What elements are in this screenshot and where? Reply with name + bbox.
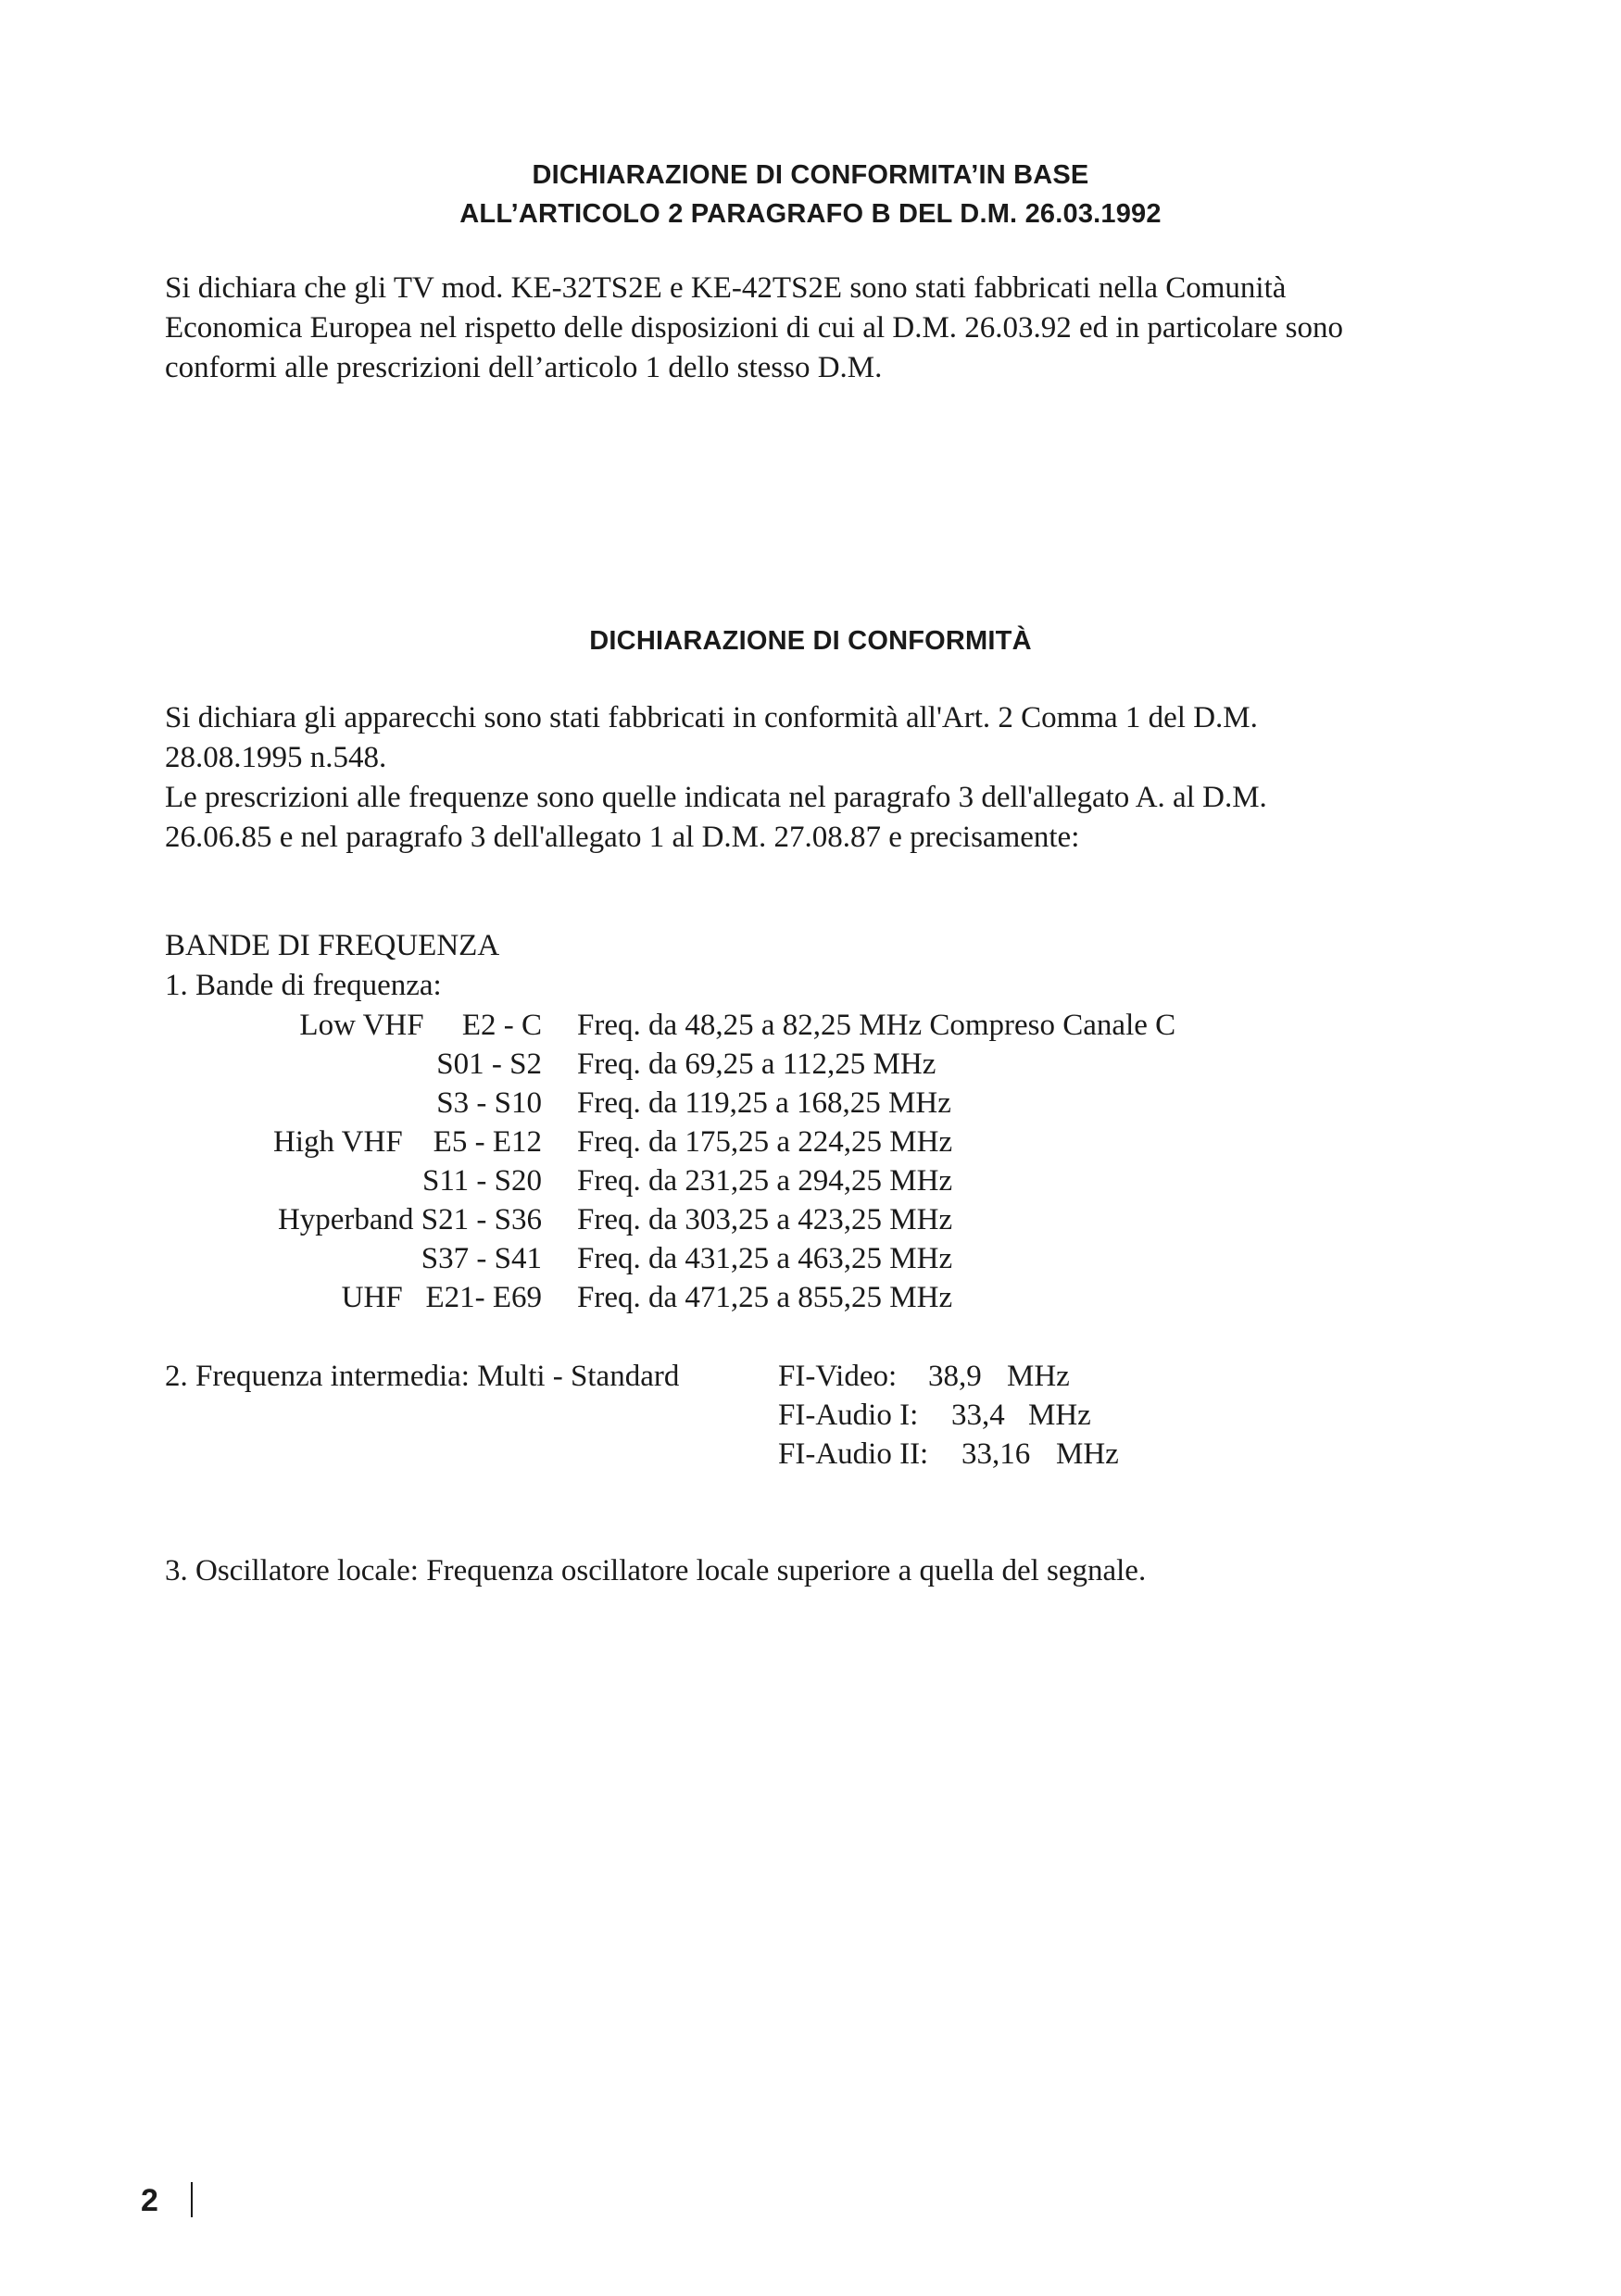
band-row <box>0 1161 1621 1200</box>
band-range: Freq. da 471,25 a 855,25 MHz <box>577 1281 953 1314</box>
band-row <box>0 1200 1621 1239</box>
fi-name: FI-Video: <box>778 1360 898 1393</box>
band-row <box>0 1239 1621 1278</box>
section2-body-line-3: Le prescrizioni alle frequenze sono quelle indicata nel paragrafo 3 dell'allegato A. al D.M. <box>165 781 1267 814</box>
section2-body <box>165 698 1462 858</box>
band-range: Freq. da 48,25 a 82,25 MHz Compreso Canale C <box>577 1009 1176 1042</box>
fi-name: FI-Audio I: <box>778 1399 919 1432</box>
fi-value: 33,16 <box>961 1437 1031 1471</box>
bands-subtitle: 1. Bande di frequenza: <box>165 969 442 1002</box>
band-range: Freq. da 69,25 a 112,25 MHz <box>577 1048 936 1081</box>
fi-unit: MHz <box>1028 1399 1091 1432</box>
band-label: Low VHF E2 - C <box>299 1009 542 1042</box>
section2-body-line-2: 28.08.1995 n.548. <box>165 741 387 774</box>
band-label: S01 - S2 <box>436 1048 542 1081</box>
band-label: S3 - S10 <box>436 1086 542 1120</box>
section1-title <box>0 156 1621 233</box>
section1-body-line-3: conformi alle prescrizioni dell’articolo 1 dello stesso D.M. <box>165 351 883 384</box>
section1-body-line-1: Si dichiara che gli TV mod. KE-32TS2E e KE-42TS2E sono stati fabbricati nella Comunità <box>165 271 1287 305</box>
section2-title-text: DICHIARAZIONE DI CONFORMITÀ <box>589 626 1032 656</box>
band-label: Hyperband S21 - S36 <box>277 1203 542 1236</box>
fi-name: FI-Audio II: <box>778 1437 929 1471</box>
fi-unit: MHz <box>1056 1437 1119 1471</box>
band-row <box>0 1278 1621 1317</box>
band-row <box>0 1084 1621 1123</box>
band-row <box>0 1045 1621 1084</box>
band-label: High VHF E5 - E12 <box>273 1125 542 1159</box>
band-range: Freq. da 119,25 a 168,25 MHz <box>577 1086 951 1120</box>
fi-unit: MHz <box>1007 1360 1070 1393</box>
page-number: 2 <box>141 2183 158 2218</box>
intermediate-label: 2. Frequenza intermedia: Multi - Standard <box>165 1360 680 1393</box>
section1-title-line-1: DICHIARAZIONE DI CONFORMITA’IN BASE <box>532 160 1089 190</box>
fi-value: 33,4 <box>951 1399 1005 1432</box>
band-range: Freq. da 231,25 a 294,25 MHz <box>577 1164 953 1198</box>
band-label: S11 - S20 <box>422 1164 542 1198</box>
band-range: Freq. da 175,25 a 224,25 MHz <box>577 1125 953 1159</box>
section2-title <box>0 621 1621 660</box>
section1-body-line-2: Economica Europea nel rispetto delle disposizioni di cui al D.M. 26.03.92 ed in particolare sono <box>165 311 1344 345</box>
oscillator-text: 3. Oscillatore locale: Frequenza oscillatore locale superiore a quella del segnale. <box>165 1554 1147 1587</box>
page-number-rule <box>191 2182 193 2217</box>
band-range: Freq. da 431,25 a 463,25 MHz <box>577 1242 953 1275</box>
band-row <box>0 1006 1621 1045</box>
band-label: UHF E21- E69 <box>341 1281 542 1314</box>
fi-value: 38,9 <box>928 1360 982 1393</box>
section2-body-line-4: 26.06.85 e nel paragrafo 3 dell'allegato 1 al D.M. 27.08.87 e precisamente: <box>165 821 1080 854</box>
band-row <box>0 1123 1621 1161</box>
bands-title: BANDE DI FREQUENZA <box>165 929 500 962</box>
section1-title-line-2: ALL’ARTICOLO 2 PARAGRAFO B DEL D.M. 26.03.1992 <box>459 199 1162 229</box>
section1-body <box>165 269 1462 388</box>
band-range: Freq. da 303,25 a 423,25 MHz <box>577 1203 953 1236</box>
band-label: S37 - S41 <box>421 1242 542 1275</box>
section2-body-line-1: Si dichiara gli apparecchi sono stati fabbricati in conformità all'Art. 2 Comma 1 del D.M. <box>165 701 1258 734</box>
